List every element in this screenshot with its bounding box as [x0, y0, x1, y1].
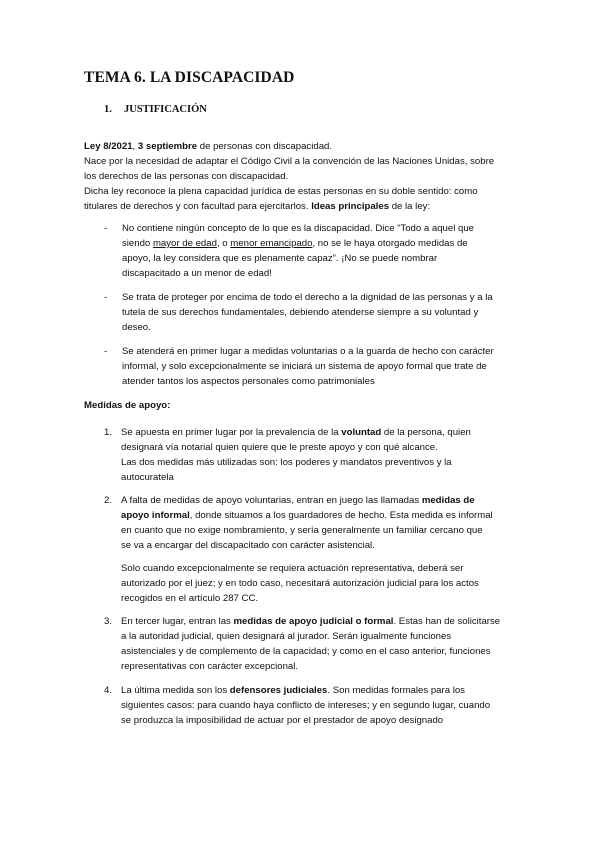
- text-line: Se atenderá en primer lugar a medidas voluntarias o a la guarda de hecho con carácter: [122, 346, 494, 357]
- page-title: TEMA 6. LA DISCAPACIDAD: [84, 69, 295, 86]
- text-run: siendo: [122, 238, 153, 249]
- intro-line: Nace por la necesidad de adaptar el Código Civil a la convención de las Naciones Unidas, sobre: [84, 156, 495, 167]
- text-line: autorizado por el juez; y en todo caso, necesitará autorización judicial para los actos: [121, 578, 479, 589]
- medidas-heading: Medidas de apoyo:: [84, 400, 171, 411]
- menor-emancipado: menor emancipado: [230, 238, 313, 249]
- text-run: En tercer lugar, entran las: [121, 616, 234, 627]
- law-name: Ley 8/2021: [84, 141, 133, 152]
- medidas-informal-term: medidas de: [421, 495, 475, 506]
- text-run: de la ley:: [389, 201, 431, 212]
- dash-bullet: -: [104, 223, 108, 234]
- text-line: [121, 493, 525, 508]
- ideas-principales: Ideas principales: [311, 201, 390, 212]
- text-line: se va a encargar del discapacitado con carácter asistencial.: [121, 540, 375, 551]
- intro-line: [84, 139, 524, 154]
- text-run: , donde situamos a los guardadores de hecho. Esta medida es informal: [189, 510, 493, 521]
- text-run: titulares de derechos y con facultad para ejercitarlos.: [84, 201, 312, 212]
- section-label: JUSTIFICACIÓN: [124, 104, 207, 115]
- text-line: apoyo, la ley considera que es plenamente capaz”. ¡No se puede nombrar: [122, 253, 438, 264]
- list-item-text: [122, 221, 526, 281]
- item-number: 3.: [104, 616, 113, 627]
- intro-line: [84, 199, 524, 214]
- text-line: a la autoridad judicial, quien designará al jurador. Serán igualmente funciones: [121, 631, 452, 642]
- item-number: 1.: [104, 427, 113, 438]
- text-line: atender tantos los aspectos personales como patrimoniales: [122, 376, 375, 387]
- list-item-text: [122, 290, 526, 335]
- text-line: [121, 425, 525, 440]
- item-number: 4.: [104, 685, 113, 696]
- defensores-term: defensores judiciales: [229, 685, 328, 696]
- text-run: . Estas han de solicitarse: [393, 616, 501, 627]
- intro-paragraph: [84, 139, 524, 214]
- item-number: 2.: [104, 495, 113, 506]
- text-line: Las dos medidas más utilizadas son: los poderes y mandatos preventivos y la: [121, 457, 452, 468]
- intro-line: Dicha ley reconoce la plena capacidad jurídica de estas personas en su doble sentido: como: [84, 186, 478, 197]
- section-heading: [104, 104, 207, 115]
- text-run: Se apuesta en primer lugar por la prevalencia de la: [121, 427, 342, 438]
- text-line: No contiene ningún concepto de lo que es la discapacidad. Dice “Todo a aquel que: [122, 223, 475, 234]
- list-item-text: [122, 344, 526, 389]
- intro-line: los derechos de las personas con discapacidad.: [84, 171, 289, 182]
- text-run: , o: [216, 238, 231, 249]
- voluntad-term: voluntad: [341, 427, 382, 438]
- text-line: autocuratela: [121, 472, 174, 483]
- text-line: deseo.: [122, 322, 151, 333]
- mayor-de-edad: mayor de edad: [152, 238, 217, 249]
- text-line: discapacitado a un menor de edad!: [122, 268, 272, 279]
- text-run: , no se le haya otorgado medidas de: [312, 238, 468, 249]
- item-text: [121, 614, 525, 674]
- text-line: se produzca la imposibilidad de actuar por el prestador de apoyo designado: [121, 715, 444, 726]
- medidas-informal-term: apoyo informal: [121, 510, 190, 521]
- item-text: [121, 561, 525, 606]
- text-line: tutela de sus derechos fundamentales, debiendo atenderse siempre a su voluntad y: [122, 307, 479, 318]
- text-line: [122, 236, 526, 251]
- text-run: de personas con discapacidad.: [197, 141, 333, 152]
- text-line: siguientes casos: para cuando haya conflicto de intereses; y en segundo lugar, cuando: [121, 700, 491, 711]
- text-run: de la persona, quien: [381, 427, 471, 438]
- section-number: 1.: [104, 104, 112, 115]
- text-line: designará vía notarial quien quiere que le preste apoyo y con qué alcance.: [121, 442, 438, 453]
- law-date: 3 septiembre: [137, 141, 198, 152]
- text-line: representativas con carácter excepcional.: [121, 661, 299, 672]
- text-line: [121, 683, 525, 698]
- text-line: [121, 614, 525, 629]
- text-line: Solo cuando excepcionalmente se requiera actuación representativa, deberá ser: [121, 563, 464, 574]
- item-text: [121, 493, 525, 553]
- text-run: . Son medidas formales para los: [327, 685, 465, 696]
- item-text: [121, 683, 525, 728]
- text-run: A falta de medidas de apoyo voluntarias, entran en juego las llamadas: [121, 495, 422, 506]
- text-line: [121, 508, 525, 523]
- text-line: recogidos en el artículo 287 CC.: [121, 593, 259, 604]
- medidas-judicial-term: medidas de apoyo judicial o formal: [233, 616, 394, 627]
- text-line: en cuanto que no exige nombramiento, y sería generalmente un familiar cercano que: [121, 525, 483, 536]
- dash-bullet: -: [104, 346, 108, 357]
- text-run: La última medida son los: [121, 685, 230, 696]
- text-run: ,: [132, 141, 138, 152]
- text-line: informal, y solo excepcionalmente se iniciará un sistema de apoyo formal que trate de: [122, 361, 487, 372]
- item-text: [121, 425, 525, 485]
- text-line: Se trata de proteger por encima de todo el derecho a la dignidad de las personas y a la: [122, 292, 493, 303]
- text-line: asistenciales y de complemento de la capacidad; y como en el caso anterior, funciones: [121, 646, 491, 657]
- dash-bullet: -: [104, 292, 108, 303]
